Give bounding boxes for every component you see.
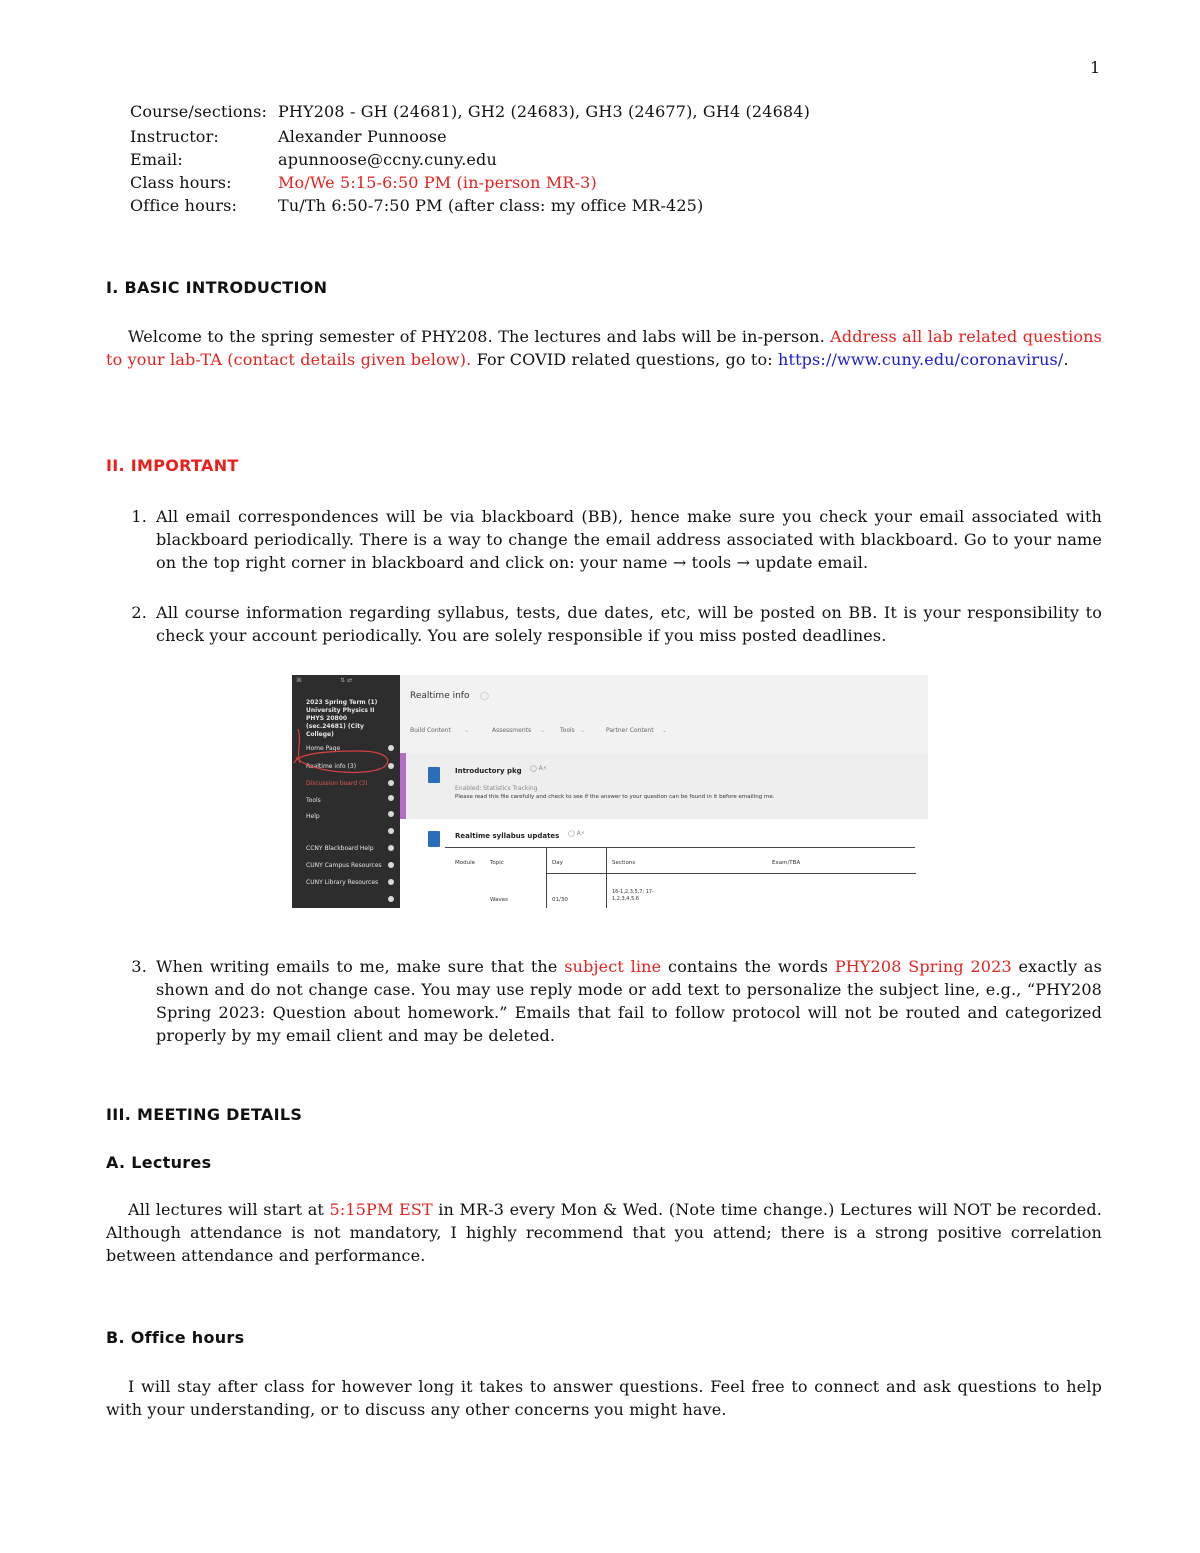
- document-icon: [428, 831, 440, 847]
- list-item-subject-line: [156, 955, 1102, 1047]
- info-value: Tu/Th 6:50-7:50 PM (after class: my office MR-425): [278, 196, 704, 215]
- section-heading-important: II. IMPORTANT: [106, 456, 239, 475]
- item-options-icon: ◯ A⚡: [568, 830, 585, 837]
- sidebar-dot: [388, 862, 394, 868]
- item-intro-title[interactable]: Introductory pkg: [455, 767, 522, 775]
- menu-build-content[interactable]: Build Content: [410, 727, 451, 734]
- menu-chevron-icon: ⌄: [540, 727, 546, 734]
- menu-assessments[interactable]: Assessments: [492, 727, 532, 734]
- sidebar-item-campus-resources[interactable]: CUNY Campus Resources: [306, 862, 382, 869]
- item3-text: exactly as shown and do not change case. You may use reply mode or add text to personalize the subject line, e.g., “PHY208 Spring 2023: Question about homework.” Emails that fail to follow protocol will not be routed and categorized properly by my email client and may be deleted.: [156, 957, 1102, 1045]
- sidebar-item-ccny-help[interactable]: CCNY Blackboard Help: [306, 845, 374, 852]
- content-header: [400, 675, 928, 753]
- info-circle-icon: ◯: [480, 691, 489, 700]
- list-number: 2.: [131, 603, 147, 622]
- menu-chevron-icon: ⌄: [662, 727, 668, 734]
- info-label: Office hours:: [130, 196, 238, 215]
- blackboard-screenshot: [292, 675, 928, 908]
- sidebar-dot: [388, 879, 394, 885]
- table-cell-day: 01/30: [552, 897, 568, 903]
- list-number: 1.: [131, 507, 147, 526]
- course-title: 2023 Spring Term (1) University Physics II PHYS 20800 (sec.24681) (City College): [306, 699, 378, 738]
- item-intro-meta: Enabled: Statistics Tracking: [455, 785, 538, 792]
- subsection-heading-office-hours: B. Office hours: [106, 1328, 245, 1347]
- info-label: Email:: [130, 150, 183, 169]
- intro-text: Welcome to the spring semester of PHY208. The lectures and labs will be in-person.: [128, 327, 831, 346]
- sidebar-dot: [388, 896, 394, 902]
- list-item-email: All email correspondences will be via blackboard (BB), hence make sure you check your email associated with blackboard periodically. There is a way to change the email address associated with blackboard. Go to your name on the top right corner in blackboard and click on: your name → tools → update email.: [156, 507, 1102, 572]
- sidebar-dot: [388, 795, 394, 801]
- table-column-rule: [606, 847, 607, 908]
- intro-period: .: [1063, 350, 1069, 369]
- intro-paragraph: [106, 325, 1102, 371]
- menu-partner-content[interactable]: Partner Content: [606, 727, 654, 734]
- lectures-text: All lectures will start at: [128, 1200, 330, 1219]
- table-header-module: Module: [455, 860, 475, 866]
- info-value: PHY208 - GH (24681), GH2 (24683), GH3 (24677), GH4 (24684): [278, 102, 810, 121]
- info-value: apunnoose@ccny.cuny.edu: [278, 150, 497, 169]
- table-column-rule: [546, 847, 547, 908]
- list-item-course-info: All course information regarding syllabus, tests, due dates, etc, will be posted on BB. It is your responsibility to check your account periodically. You are solely responsible if you miss posted deadlines.: [156, 603, 1102, 645]
- table-header-day: Day: [552, 860, 563, 866]
- subsection-heading-lectures: A. Lectures: [106, 1153, 212, 1172]
- table-cell-sections: 16-1,2,3,5,7; 17-1,2,3,4,5,6: [612, 889, 654, 902]
- info-label: Instructor:: [130, 127, 219, 146]
- subject-line-highlight: subject line: [564, 957, 662, 976]
- lectures-paragraph: [106, 1198, 1102, 1267]
- blackboard-sidebar: [292, 675, 400, 908]
- sidebar-dot: [388, 811, 394, 817]
- item3-text: contains the words: [661, 957, 835, 976]
- office-hours-paragraph: I will stay after class for however long it takes to answer questions. Feel free to connect and ask questions to help with your understanding, or to discuss any other concerns you might have.: [106, 1377, 1102, 1419]
- sidebar-item-tools[interactable]: Tools: [306, 797, 321, 804]
- info-label: Class hours:: [130, 173, 232, 192]
- item-options-icon: ◯ A⚡: [530, 765, 547, 772]
- sidebar-dot: [388, 780, 394, 786]
- subject-words-highlight: PHY208 Spring 2023: [834, 957, 1012, 976]
- intro-lab-ta-note: Address all lab related questions to your lab-TA (contact details given below).: [106, 327, 1102, 369]
- info-label: Course/sections:: [130, 102, 268, 121]
- menu-tools[interactable]: Tools: [560, 727, 575, 734]
- item3-text: When writing emails to me, make sure that the: [156, 957, 565, 976]
- section-heading-meeting-details: III. MEETING DETAILS: [106, 1105, 303, 1124]
- sidebar-item-library-resources[interactable]: CUNY Library Resources: [306, 879, 379, 886]
- intro-covid-text: For COVID related questions, go to:: [471, 350, 779, 369]
- sidebar-item-discussion[interactable]: Discussion board (3): [306, 780, 368, 787]
- table-header-exam: Exam/TBA: [772, 860, 801, 866]
- lecture-time-highlight: 5:15PM EST: [329, 1200, 433, 1219]
- sidebar-item-help[interactable]: Help: [306, 813, 320, 820]
- section-heading-basic-introduction: I. BASIC INTRODUCTION: [106, 278, 328, 297]
- sidebar-item-realtime-info[interactable]: Realtime info (3): [306, 763, 357, 770]
- red-circle-annotation: [292, 723, 398, 779]
- sidebar-toolbar-icons: ⌘ ⇅ ⇄: [296, 677, 353, 684]
- content-page-title: Realtime info: [410, 691, 470, 701]
- menu-chevron-icon: ⌄: [580, 727, 586, 734]
- info-value-highlight: Mo/We 5:15-6:50 PM (in-person MR-3): [278, 173, 597, 192]
- menu-chevron-icon: ⌄: [464, 727, 470, 734]
- item-intro-description: Please read this file carefully and check to see if the answer to your question can be found in it before emailing me.: [455, 794, 775, 800]
- covid-link[interactable]: https://www.cuny.edu/coronavirus/: [778, 350, 1064, 369]
- blackboard-content: [400, 675, 928, 908]
- table-cell-topic: Waves: [490, 897, 508, 903]
- table-top-rule: [445, 847, 915, 848]
- sidebar-dot: [388, 828, 394, 834]
- lectures-text: in MR-3 every Mon & Wed. (Note time change.) Lectures will NOT be recorded. Although attendance is not mandatory, I highly recommend that you attend; there is a strong positive correlation between attendance and performance.: [106, 1200, 1102, 1265]
- table-header-topic: Topic: [490, 860, 504, 866]
- page-number: 1: [1090, 58, 1101, 77]
- sidebar-dot: [388, 845, 394, 851]
- item-syllabus-title[interactable]: Realtime syllabus updates: [455, 832, 560, 840]
- table-header-sections: Sections: [612, 860, 636, 866]
- info-value: Alexander Punnoose: [278, 127, 447, 146]
- sidebar-item-home[interactable]: Home Page: [306, 745, 341, 752]
- document-icon: [428, 767, 440, 783]
- table-header-rule: [546, 873, 916, 874]
- list-number: 3.: [131, 957, 147, 976]
